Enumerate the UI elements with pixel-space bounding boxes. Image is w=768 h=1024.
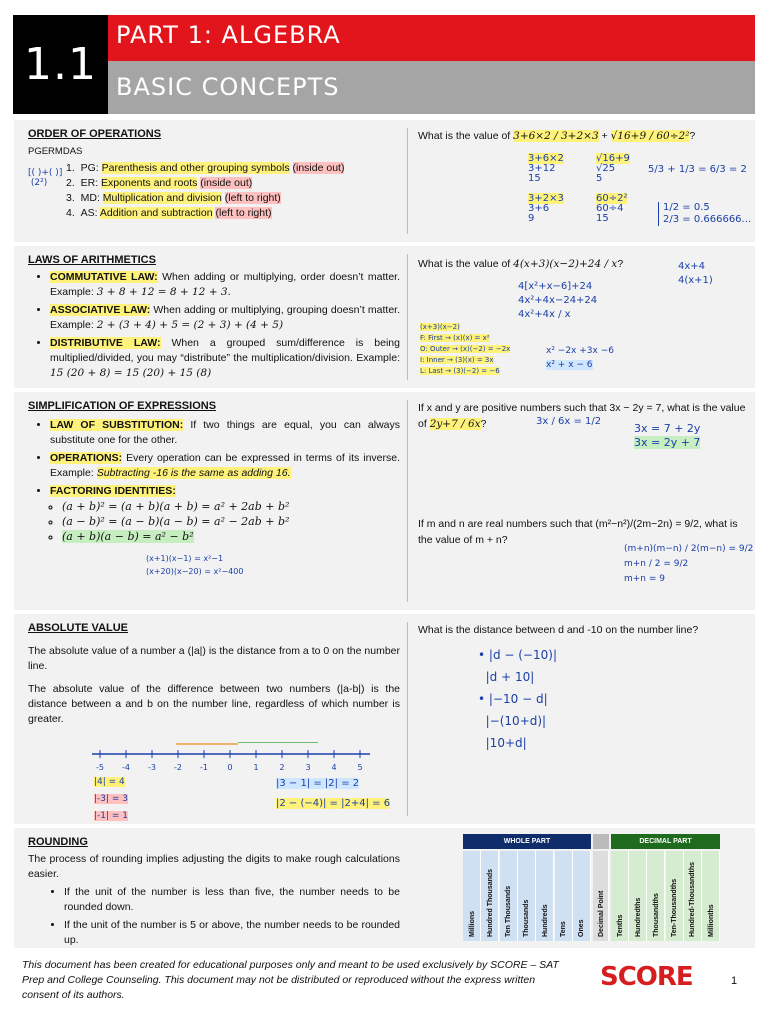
place-value-column <box>573 851 591 941</box>
section-absolute-value <box>14 614 755 824</box>
place-value-label: Hundred-Thousandths <box>689 861 697 937</box>
handwritten-work: 3x = 7 + 2y 3x = 2y + 7 <box>634 422 701 449</box>
handwritten-work: 4x+4 4(x+1) <box>678 261 713 286</box>
tick-label: -3 <box>148 763 156 772</box>
section-title: SIMPLIFICATION OF EXPRESSIONS <box>28 400 217 412</box>
place-value-label: Thousands <box>523 899 531 937</box>
paragraph: The process of rounding implies adjusting the digits to make rough calculations easier. <box>28 853 400 880</box>
place-value-column <box>611 851 629 941</box>
question: What is the value of 4(x+3)(x−2)+24 / x? <box>418 258 624 270</box>
place-value-column <box>647 851 665 941</box>
operations-list <box>66 161 400 221</box>
acronym: PGERMDAS <box>28 146 83 157</box>
paragraph: The absolute value of the difference between two numbers (|a-b|) is the distance between a and b on the number line, regardless of which number is greater. <box>28 683 400 725</box>
handwritten-work: 1/2 = 0.5 2/3 = 0.666666... <box>658 202 751 226</box>
list-item: • DISTRIBUTIVE LAW: When a grouped sum/difference is being multiplied/divided, you may “distribute” the multiplication/division. Example: 15 (20 + 8) = 15 (20) + 15 (8) <box>50 336 400 381</box>
question: What is the distance between d and -10 on the number line? <box>418 624 699 636</box>
place-value-label: Ten Thousands <box>505 885 513 937</box>
place-value-column <box>518 851 536 941</box>
handwritten-note: [( )+( )] (2²) <box>28 168 63 188</box>
tick-label: 2 <box>279 763 285 772</box>
list-item: • OPERATIONS: Every operation can be expressed in terms of its inverse. Example: Subtracting -16 is the same as adding 16. <box>50 451 400 481</box>
place-value-column <box>593 851 609 941</box>
place-value-label: Tenths <box>616 914 624 937</box>
place-value-label: Ten-Thousandths <box>671 878 679 937</box>
section-order-of-operations <box>14 120 755 242</box>
section-title: ORDER OF OPERATIONS <box>28 128 162 140</box>
list-item: 3. MD: Multiplication and division (left to right) <box>66 192 281 204</box>
handwritten-work: 4[x²+x−6]+24 4x²+4x−24+24 4x²+4x / x <box>518 281 598 320</box>
question: What is the value of 3+6×2 / 3+2×3 + √16+9 / 60÷2²? <box>418 130 696 142</box>
list-item: • If the unit of the number is 5 or above, the number needs to be rounded up. <box>64 918 400 948</box>
place-value-label: Ones <box>578 919 586 937</box>
rounding-list <box>64 885 400 948</box>
topic-title: BASIC CONCEPTS <box>108 61 755 114</box>
tick-label: 3 <box>305 763 311 772</box>
list-item: ◦ (a − b)² = (a − b)(a − b) = a² − 2ab + b² <box>62 514 400 529</box>
handwritten-work: x² −2x +3x −6 x² + x − 6 <box>546 346 614 370</box>
list-item: 4. AS: Addition and subtraction (left to right) <box>66 207 272 219</box>
section-simplification <box>14 392 755 610</box>
question: If m and n are real numbers such that (m²−n²)/(2m−2n) = 9/2, what is the value of m + n? <box>418 518 738 546</box>
place-value-column <box>666 851 684 941</box>
tick-label: 4 <box>331 763 337 772</box>
place-value-column <box>463 851 481 941</box>
footer-disclaimer: This document has been created for educational purposes only and meant to be used exclusively by SCORE – SAT Prep and College Counseling. This document may not be distributed or reproduced without the express written consent of its authors. <box>22 959 559 1001</box>
tick-label: -1 <box>200 763 208 772</box>
laws-list <box>50 270 400 381</box>
list-item: ◦ (a + b)(a − b) = a² − b² <box>62 529 400 544</box>
tick-label: 0 <box>227 763 233 772</box>
question: If x and y are positive numbers such that 3x − 2y = 7, what is the value of 2y+7 / 6x? <box>418 402 746 430</box>
handwritten-work: • |d − (−10)| |d + 10| • |−10 − d| |−(10+d)| |10+d| <box>478 648 557 750</box>
tick-label: 1 <box>253 763 259 772</box>
place-value-column <box>684 851 702 941</box>
section-title: ABSOLUTE VALUE <box>28 622 129 634</box>
list-item: • COMMUTATIVE LAW: When adding or multiplying, order doesn’t matter. Example: 3 + 8 + 12 = 8 + 12 + 3. <box>50 270 400 300</box>
list-item: • FACTORING IDENTITIES: <box>50 484 400 499</box>
tick-label: -5 <box>96 763 104 772</box>
place-value-column <box>481 851 499 941</box>
score-logo: SCORE <box>600 962 693 992</box>
place-value-column <box>536 851 554 941</box>
tick-label: -2 <box>174 763 182 772</box>
number-line <box>90 742 372 774</box>
tick-label: 5 <box>357 763 363 772</box>
whole-part-header: WHOLE PART <box>463 834 591 849</box>
part-title: PART 1: ALGEBRA <box>108 15 755 61</box>
place-value-label: Tens <box>560 921 567 937</box>
tick-label: -4 <box>122 763 130 772</box>
place-value-column <box>555 851 573 941</box>
list-item: • LAW OF SUBSTITUTION: If two things are equal, you can always substitute one for the other. <box>50 418 400 448</box>
place-value-label: Thousandths <box>652 893 660 937</box>
handwritten-work: √16+9 √25 5 60÷2² 60÷4 15 <box>596 153 630 224</box>
simplification-list <box>50 418 400 499</box>
place-value-label: Hundredths <box>634 897 642 937</box>
handwritten-work: 3x / 6x = 1/2 <box>536 416 602 427</box>
section-title: ROUNDING <box>28 836 88 848</box>
section-title: LAWS OF ARITHMETICS <box>28 254 156 266</box>
identities-list <box>62 499 400 544</box>
decimal-part-header: DECIMAL PART <box>611 834 720 849</box>
place-value-column <box>702 851 720 941</box>
page-number: 1 <box>731 975 738 987</box>
place-value-label: Hundreds <box>541 904 549 937</box>
list-item: 2. ER: Exponents and roots (inside out) <box>66 177 253 189</box>
place-value-table <box>463 834 720 941</box>
handwritten-work: 5/3 + 1/3 = 6/3 = 2 <box>648 164 747 175</box>
list-item: • If the unit of the number is less than five, the number needs to be rounded down. <box>64 885 400 915</box>
place-value-label: Millionths <box>707 904 715 937</box>
handwritten-work: |4| = 4 |-3| = 3 |-1| = 1 <box>94 777 129 821</box>
section-laws-of-arithmetics <box>14 246 755 388</box>
handwritten-work: (x+1)(x−1) = x²−1 (x+20)(x−20) = x²−400 <box>146 554 244 576</box>
list-item: • ASSOCIATIVE LAW: When adding or multiplying, grouping doesn’t matter. Example: 2 + (3 + 4) + 5 = (2 + 3) + (4 + 5) <box>50 303 400 333</box>
place-value-column <box>500 851 518 941</box>
place-value-label: Hundred Thousands <box>486 868 494 937</box>
paragraph: The absolute value of a number a (|a|) is the distance from a to 0 on the number line. <box>28 645 400 672</box>
handwritten-work: |3 − 1| = |2| = 2 |2 − (−4)| = |2+4| = 6 <box>276 778 391 809</box>
list-item: ◦ (a + b)² = (a + b)(a + b) = a² + 2ab + b² <box>62 499 400 514</box>
place-value-label: Millions <box>468 910 476 937</box>
section-number: 1.1 <box>13 15 108 114</box>
place-value-column <box>629 851 647 941</box>
place-value-label: Decimal Point <box>597 890 605 937</box>
handwritten-work: 3+6×2 3+12 15 3+2×3 3+6 9 <box>528 153 564 224</box>
handwritten-foil: (x+3)(x−2) F: First → (x)(x) = x² O: Outer → (x)(−2) = −2x I: Inner → (3)(x) = 3x L: Last → (3)(−2) = −6 <box>420 323 511 375</box>
list-item: 1. PG: Parenthesis and other grouping symbols (inside out) <box>66 162 345 174</box>
handwritten-work: (m+n)(m−n) / 2(m−n) = 9/2 m+n / 2 = 9/2 m+n = 9 <box>624 544 754 584</box>
